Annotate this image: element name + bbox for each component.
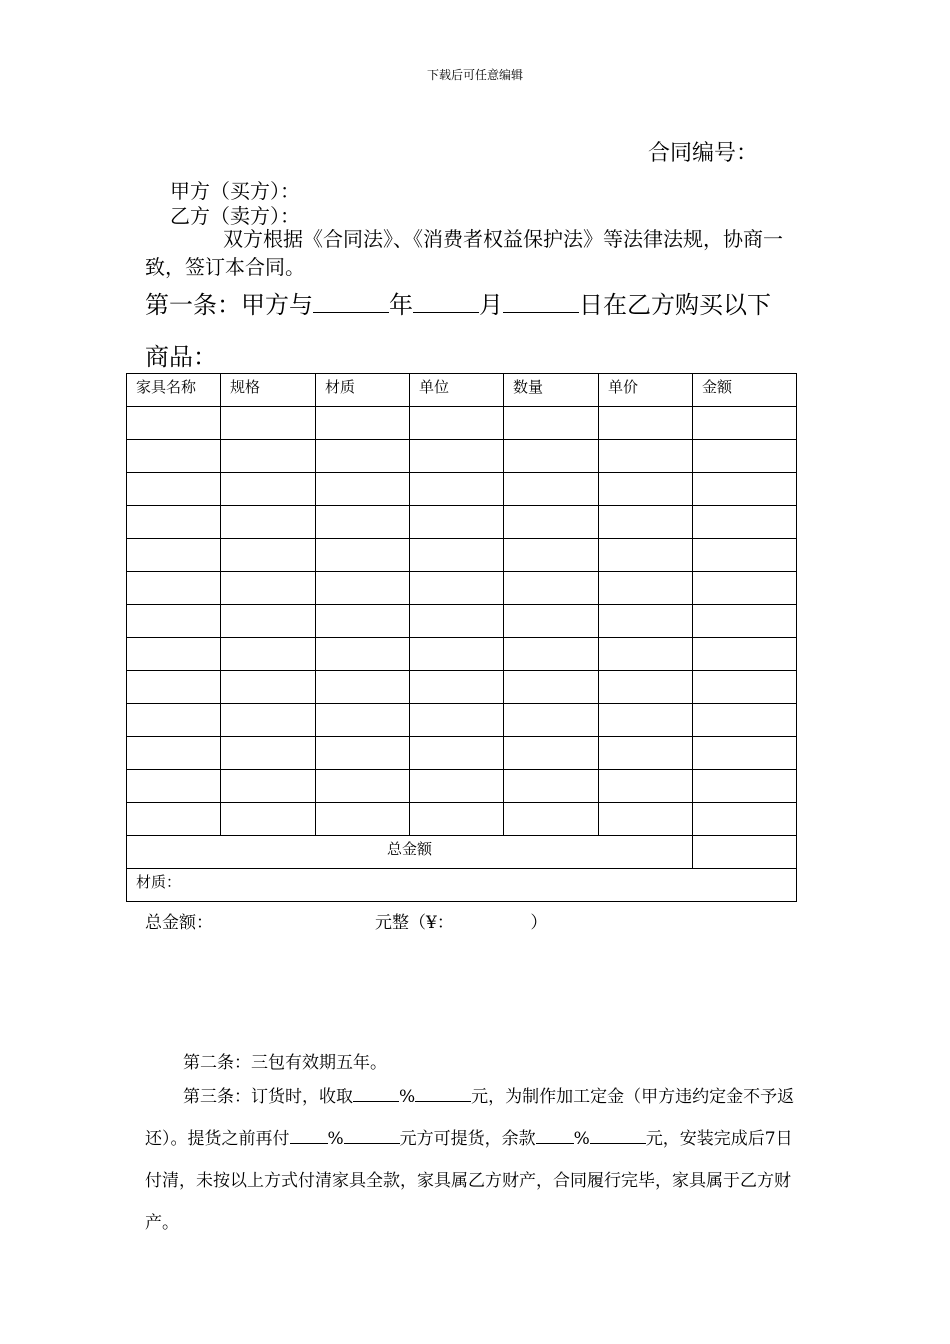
party-b-label: 乙方（卖方）： [170, 204, 300, 228]
table-cell[interactable] [316, 803, 410, 836]
table-row [127, 440, 797, 473]
table-cell[interactable] [599, 440, 693, 473]
table-cell[interactable] [316, 704, 410, 737]
table-cell[interactable] [693, 440, 797, 473]
table-cell[interactable] [316, 770, 410, 803]
table-cell[interactable] [410, 770, 504, 803]
article-3-part4: 元，安装完成后7日付清，未按以上方式付清家具全款，家具属乙方财产，合同履行完毕，家具属于乙方财产。 [145, 1129, 793, 1233]
table-cell[interactable] [693, 770, 797, 803]
column-header: 单位 [410, 374, 504, 407]
table-cell[interactable] [599, 704, 693, 737]
month-blank[interactable] [413, 290, 479, 313]
table-cell[interactable] [599, 605, 693, 638]
material-label[interactable]: 材质： [127, 869, 797, 902]
table-cell[interactable] [127, 440, 221, 473]
table-cell[interactable] [221, 506, 316, 539]
total-label: 总金额 [127, 836, 693, 869]
percent-sign: % [573, 1129, 590, 1149]
table-cell[interactable] [504, 407, 599, 440]
table-cell[interactable] [504, 803, 599, 836]
table-cell[interactable] [127, 407, 221, 440]
table-cell[interactable] [410, 473, 504, 506]
table-cell[interactable] [693, 737, 797, 770]
balance-amount-blank[interactable] [590, 1125, 646, 1144]
column-header: 材质 [316, 374, 410, 407]
table-cell[interactable] [693, 572, 797, 605]
table-cell[interactable] [127, 737, 221, 770]
table-cell[interactable] [599, 737, 693, 770]
table-cell[interactable] [504, 440, 599, 473]
table-cell[interactable] [410, 704, 504, 737]
table-cell[interactable] [316, 671, 410, 704]
table-cell[interactable] [316, 407, 410, 440]
table-cell[interactable] [693, 506, 797, 539]
material-row [127, 869, 797, 902]
table-cell[interactable] [504, 539, 599, 572]
total-row [127, 836, 797, 869]
table-cell[interactable] [127, 671, 221, 704]
table-cell[interactable] [693, 473, 797, 506]
table-cell[interactable] [410, 638, 504, 671]
pickup-percent-blank[interactable] [290, 1125, 328, 1144]
table-cell[interactable] [221, 473, 316, 506]
article-1 [145, 285, 771, 320]
column-header: 规格 [221, 374, 316, 407]
table-row [127, 770, 797, 803]
header-note: 下载后可任意编辑 [426, 68, 523, 82]
table-cell[interactable] [221, 770, 316, 803]
table-cell[interactable] [221, 539, 316, 572]
table-cell[interactable] [127, 605, 221, 638]
pickup-amount-blank[interactable] [344, 1125, 400, 1144]
day-blank[interactable] [503, 290, 579, 313]
table-cell[interactable] [410, 737, 504, 770]
article-3-part1: 第三条：订货时，收取 [183, 1087, 353, 1107]
table-row [127, 539, 797, 572]
table-cell[interactable] [504, 473, 599, 506]
table-cell[interactable] [504, 770, 599, 803]
table-cell[interactable] [599, 539, 693, 572]
article-3-part3: 元方可提货，余款 [399, 1129, 536, 1149]
table-cell[interactable] [410, 506, 504, 539]
table-cell[interactable] [127, 506, 221, 539]
article-3-part2: 元，为制作加工定金（甲方违约定金不予返还）。提货之前再付 [145, 1087, 795, 1149]
percent-sign: % [399, 1087, 416, 1107]
table-cell[interactable] [127, 704, 221, 737]
table-cell[interactable] [504, 737, 599, 770]
table-cell[interactable] [221, 638, 316, 671]
table-row [127, 671, 797, 704]
table-cell[interactable] [127, 572, 221, 605]
contract-number-label: 合同编号： [648, 141, 759, 166]
table-cell[interactable] [127, 638, 221, 671]
table-cell[interactable] [127, 539, 221, 572]
total-value-cell[interactable] [693, 836, 797, 869]
table-cell[interactable] [221, 440, 316, 473]
article-1-suffix: 日在乙方购买以下 [579, 291, 771, 319]
table-header-row [127, 374, 797, 407]
table-cell[interactable] [599, 671, 693, 704]
table-cell[interactable] [599, 770, 693, 803]
table-row [127, 407, 797, 440]
article-3 [145, 1076, 805, 1244]
table-cell[interactable] [693, 803, 797, 836]
table-row [127, 704, 797, 737]
table-cell[interactable] [693, 407, 797, 440]
table-cell[interactable] [693, 638, 797, 671]
table-cell[interactable] [221, 605, 316, 638]
table-cell[interactable] [410, 803, 504, 836]
table-cell[interactable] [693, 605, 797, 638]
goods-table [126, 373, 797, 902]
table-row [127, 572, 797, 605]
table-cell[interactable] [504, 638, 599, 671]
article-1-line2: 商品： [145, 343, 217, 371]
table-cell[interactable] [504, 605, 599, 638]
table-cell[interactable] [316, 605, 410, 638]
table-cell[interactable] [599, 473, 693, 506]
article-1-prefix: 第一条：甲方与 [145, 291, 313, 319]
year-blank[interactable] [313, 290, 389, 313]
table-cell[interactable] [221, 737, 316, 770]
percent-sign: % [327, 1129, 344, 1149]
table-row [127, 473, 797, 506]
table-cell[interactable] [504, 704, 599, 737]
table-row [127, 638, 797, 671]
balance-percent-blank[interactable] [536, 1125, 574, 1144]
table-cell[interactable] [599, 506, 693, 539]
table-cell[interactable] [693, 704, 797, 737]
table-cell[interactable] [410, 605, 504, 638]
table-cell[interactable] [316, 440, 410, 473]
table-cell[interactable] [599, 407, 693, 440]
total-amount-suffix: 元整（¥： ） [375, 913, 548, 933]
table-cell[interactable] [410, 671, 504, 704]
table-cell[interactable] [127, 803, 221, 836]
table-cell[interactable] [693, 539, 797, 572]
table-cell[interactable] [410, 440, 504, 473]
table-cell[interactable] [127, 473, 221, 506]
table-cell[interactable] [316, 737, 410, 770]
intro-paragraph: 双方根据《合同法》、《消费者权益保护法》等法律法规，协商一致，签订本合同。 [145, 227, 783, 279]
party-a-label: 甲方（买方）： [170, 179, 300, 203]
table-row [127, 803, 797, 836]
table-cell[interactable] [599, 803, 693, 836]
total-amount-label: 总金额： [145, 913, 213, 933]
table-cell[interactable] [221, 671, 316, 704]
table-row [127, 506, 797, 539]
table-cell[interactable] [504, 671, 599, 704]
article-1-month: 月 [479, 291, 503, 319]
table-cell[interactable] [504, 572, 599, 605]
deposit-percent-blank[interactable] [353, 1083, 399, 1102]
table-cell[interactable] [316, 506, 410, 539]
table-cell[interactable] [410, 407, 504, 440]
table-cell[interactable] [127, 770, 221, 803]
table-row [127, 605, 797, 638]
column-header: 单价 [599, 374, 693, 407]
column-header: 金额 [693, 374, 797, 407]
table-row [127, 737, 797, 770]
table-cell[interactable] [316, 572, 410, 605]
table-cell[interactable] [316, 539, 410, 572]
table-cell[interactable] [316, 473, 410, 506]
table-cell[interactable] [221, 803, 316, 836]
column-header: 数量 [504, 374, 599, 407]
article-2: 第二条：三包有效期五年。 [183, 1053, 387, 1073]
table-cell[interactable] [410, 572, 504, 605]
table-cell[interactable] [599, 572, 693, 605]
deposit-amount-blank[interactable] [415, 1083, 471, 1102]
column-header: 家具名称 [127, 374, 221, 407]
article-1-year: 年 [389, 291, 413, 319]
table-cell[interactable] [221, 704, 316, 737]
table-cell[interactable] [504, 506, 599, 539]
table-cell[interactable] [221, 407, 316, 440]
table-cell[interactable] [316, 638, 410, 671]
table-cell[interactable] [410, 539, 504, 572]
table-cell[interactable] [693, 671, 797, 704]
table-cell[interactable] [221, 572, 316, 605]
table-cell[interactable] [599, 638, 693, 671]
